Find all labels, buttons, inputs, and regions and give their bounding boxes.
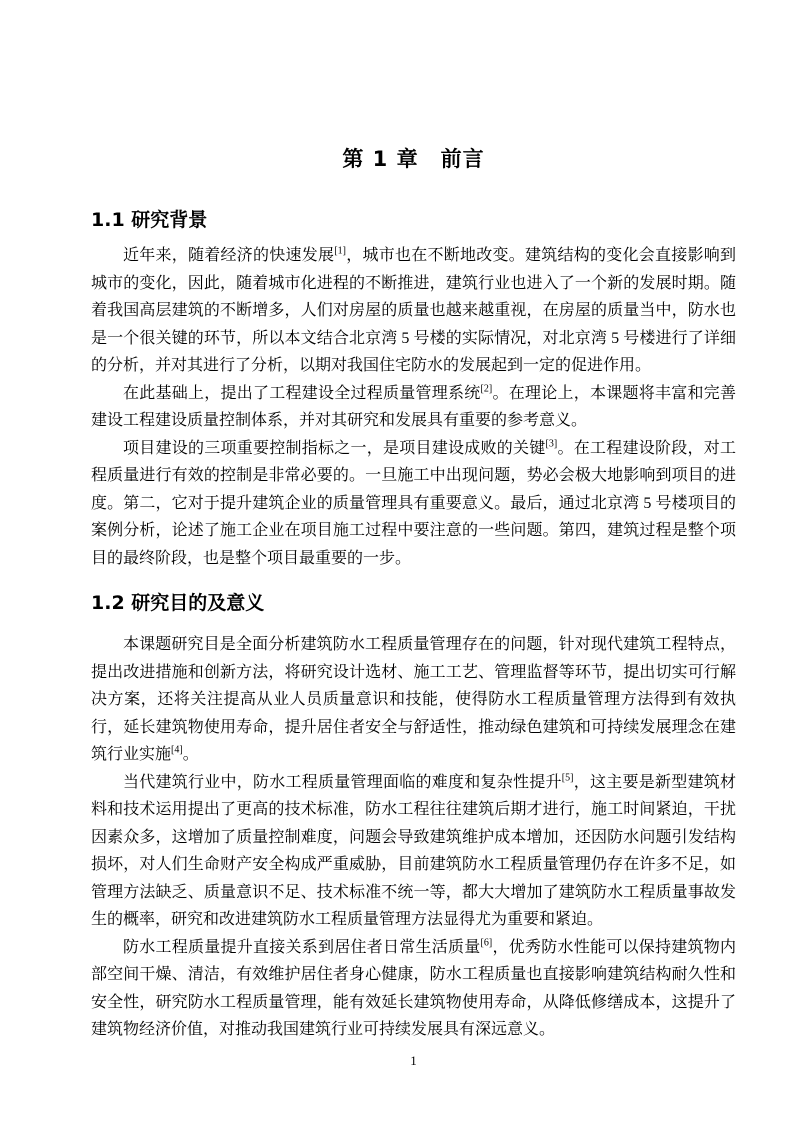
page-content — [91, 0, 736, 1044]
text-segment: 。在理论上，本课题将丰富和完善建设工程建设质量控制体系，并对其研究和发展具有重要的参考意义。 — [91, 384, 736, 429]
section-heading: 1.1 研究背景 — [91, 209, 208, 231]
section-heading: 1.2 研究目的及意义 — [91, 592, 265, 614]
paragraph — [91, 242, 736, 380]
text-segment: ，优秀防水性能可以保持建筑物内部空间干燥、清洁，有效维护居住者身心健康，防水工程质量也直接影响建筑结构耐久性和安全性，研究防水工程质量管理，能有效延长建筑物使用寿命，从降低修缮成本，这提升了建筑物经济价值，对推动我国建筑行业可持续发展具有深远意义。 — [91, 938, 736, 1038]
citation-marker: [6] — [480, 937, 493, 949]
text-segment: 防水工程质量提升直接关系到居住者日常生活质量 — [123, 938, 481, 956]
page-number: 1 — [410, 1053, 417, 1068]
paragraph — [91, 435, 736, 573]
citation-marker: [5] — [561, 772, 574, 784]
citation-marker: [3] — [545, 438, 558, 450]
document-body — [91, 208, 736, 1044]
text-segment: 本课题研究目是全面分析建筑防水工程质量管理存在的问题，针对现代建筑工程特点，提出改进措施和创新方法，将研究设计选材、施工工艺、管理监督等环节，提出切实可行解决方案，还将关注提高从业人员质量意识和技能，使得防水工程质量管理方法得到有效执行，延长建筑物使用寿命，提升居住者安全与舒适性，推动绿色建筑和可持续发展理念在建筑行业实施 — [91, 636, 736, 763]
citation-marker: [4] — [171, 744, 183, 756]
paragraph — [91, 380, 736, 435]
text-segment: 项目建设的三项重要控制指标之一，是项目建设成败的关键 — [123, 439, 546, 457]
text-segment: 当代建筑行业中，防水工程质量管理面临的难度和复杂性提升 — [123, 773, 562, 791]
text-segment: 。在工程建设阶段，对工程质量进行有效的控制是非常必要的。一旦施工中出现问题，势必会极大地影响到项目的进度。第二，它对于提升建筑企业的质量管理具有重要意义。最后，通过北京湾 5 号楼项目的案例分析，论述了施工企业在项目施工过程中要注意的一些问题。第四，建筑过程是整个项目的最终阶段，也是整个项目最重要的一步。 — [91, 439, 736, 567]
paragraph — [91, 934, 736, 1044]
citation-marker: [1] — [334, 245, 346, 257]
paragraph — [91, 769, 736, 934]
citation-marker: [2] — [480, 383, 493, 395]
paragraph — [91, 631, 736, 769]
text-segment: ，这主要是新型建筑材料和技术运用提出了更高的技术标准，防水工程往往建筑后期才进行，施工时间紧迫，干扰因素众多，这增加了质量控制难度，问题会导致建筑维护成本增加，还因防水问题引发结构损坏，对人们生命财产安全构成严重威胁，目前建筑防水工程质量管理仍存在许多不足，如管理方法缺乏、质量意识不足、技术标准不统一等，都大大增加了建筑防水工程质量事故发生的概率，研究和改进建筑防水工程质量管理方法显得尤为重要和紧迫。 — [91, 773, 736, 928]
text-segment: 在此基础上，提出了工程建设全过程质量管理系统 — [123, 384, 481, 402]
text-segment: 。 — [182, 746, 199, 763]
chapter-title: 第 1 章 前言 — [342, 147, 485, 171]
text-segment: 近年来，随着经济的快速发展 — [123, 247, 335, 264]
text-segment: ，城市也在不断地改变。建筑结构的变化会直接影响到城市的变化，因此，随着城市化进程的不断推进，建筑行业也进入了一个新的发展时期。随着我国高层建筑的不断增多，人们对房屋的质量也越来越重视，在房屋的质量当中，防水也是一个很关键的环节，所以本文结合北京湾 5 号楼的实际情况，对北京湾 5 号楼进行了详细的分析，并对其进行了分析，以期对我国住宅防水的发展起到一定的促进作用。 — [91, 247, 736, 374]
